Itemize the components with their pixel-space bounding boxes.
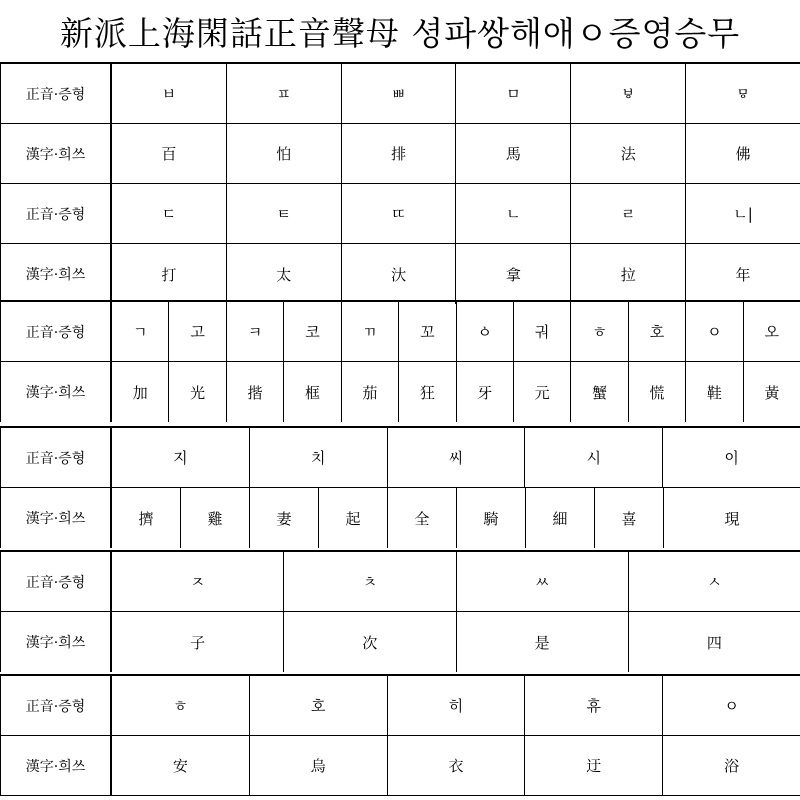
jamo-cell: 호 (628, 302, 685, 361)
hanja-row (0, 488, 800, 548)
jamo-row (0, 552, 800, 612)
jamo-cell: 지 (173, 449, 188, 467)
jamo-cell: ㄸ (341, 184, 456, 243)
hanja-cell: 茄 (341, 362, 398, 422)
jamo-cell: ㄲ (341, 302, 398, 361)
jamo-cell: ㄴ| (685, 184, 800, 243)
jamo-cell: 고 (168, 302, 225, 361)
jamo-cell: 시 (524, 428, 662, 487)
jamo-cell: ㄱ (132, 323, 148, 341)
row-label: 正音·증형 (0, 552, 112, 611)
hanja-cell: 浴 (662, 736, 800, 795)
hanja-row (0, 124, 800, 184)
hanja-cell: 揩 (226, 362, 283, 422)
hanja-cell: 喜 (594, 488, 663, 548)
hanja-cell: 擠 (138, 509, 154, 528)
jamo-cell: ㄷ (161, 205, 177, 223)
hanja-cell: 排 (341, 124, 456, 183)
hanja-cell: 馬 (455, 124, 570, 183)
jamo-cell: 꼬 (398, 302, 455, 361)
jamo-cell: ㅁ (455, 64, 570, 123)
hanja-cell: 佛 (685, 124, 800, 183)
hanja-cell: 怕 (226, 124, 341, 183)
jamo-cell: ㅈ (190, 573, 205, 591)
row-label: 正音·증형 (0, 302, 112, 361)
row-label: 正音·증형 (0, 64, 112, 123)
hanja-cell: 雞 (180, 488, 249, 548)
hanja-cell: 牙 (456, 362, 513, 422)
jamo-cell: ㆁ (456, 302, 513, 361)
jamo-row (0, 428, 800, 488)
row-label: 正音·증형 (0, 676, 112, 735)
hanja-cell: 拿 (455, 244, 570, 304)
hanja-cell: 是 (456, 612, 628, 672)
jamo-cell: ㄹ (570, 184, 685, 243)
row-label: 漢字·희쓰 (0, 124, 112, 183)
table-block (0, 62, 800, 304)
hanja-cell: 次 (283, 612, 455, 672)
jamo-cell: 휴 (524, 676, 662, 735)
row-label: 漢字·희쓰 (0, 736, 112, 795)
jamo-cell: 히 (387, 676, 525, 735)
hanja-row (0, 244, 800, 304)
jamo-cell: ㅱ (685, 64, 800, 123)
hanja-cell: 蟹 (570, 362, 627, 422)
jamo-cell: ㅅ (628, 552, 800, 611)
jamo-cell: ㅇ (685, 302, 742, 361)
jamo-cell: ㄴ (455, 184, 570, 243)
hanja-cell: 子 (190, 633, 206, 652)
jamo-cell: 치 (249, 428, 387, 487)
hanja-cell: 元 (513, 362, 570, 422)
jamo-cell: 이 (662, 428, 800, 487)
hanja-cell: 起 (318, 488, 387, 548)
jamo-row (0, 184, 800, 244)
hanja-cell: 現 (663, 488, 800, 548)
hanja-cell: 太 (226, 244, 341, 304)
jamo-cell: 호 (249, 676, 387, 735)
jamo-cell: ㅍ (226, 64, 341, 123)
hanja-cell: 法 (570, 124, 685, 183)
hanja-row (0, 736, 800, 796)
row-label: 漢字·희쓰 (0, 488, 112, 548)
row-label: 漢字·희쓰 (0, 244, 112, 304)
table-block (0, 300, 800, 422)
hanja-cell: 安 (172, 757, 188, 775)
hanja-cell: 打 (161, 265, 177, 284)
jamo-row (0, 64, 800, 124)
jamo-cell: ㅇ (662, 676, 800, 735)
hanja-cell: 迂 (524, 736, 662, 795)
jamo-cell: ㅎ (570, 302, 627, 361)
hanja-cell: 妻 (249, 488, 318, 548)
hanja-cell: 烏 (249, 736, 387, 795)
hanja-cell: 全 (387, 488, 456, 548)
row-label: 正音·증형 (0, 184, 112, 243)
table-block (0, 674, 800, 796)
row-label: 漢字·희쓰 (0, 612, 112, 672)
jamo-cell: ㅃ (341, 64, 456, 123)
table-block (0, 426, 800, 548)
hanja-row (0, 362, 800, 422)
hanja-cell: 鞋 (685, 362, 742, 422)
hanja-cell: 百 (161, 145, 177, 163)
hanja-cell: 慌 (628, 362, 685, 422)
jamo-cell: ㅆ (456, 552, 628, 611)
jamo-row (0, 302, 800, 362)
jamo-cell: ㅸ (570, 64, 685, 123)
row-label: 漢字·희쓰 (0, 362, 112, 422)
jamo-cell: ㅎ (173, 697, 188, 715)
hanja-cell: 四 (628, 612, 800, 672)
hanja-cell: 年 (685, 244, 800, 304)
jamo-cell: 오 (743, 302, 800, 361)
table-block (0, 550, 800, 672)
hanja-cell: 狂 (398, 362, 455, 422)
jamo-cell: ㅊ (283, 552, 455, 611)
hanja-cell: 黃 (743, 362, 800, 422)
jamo-cell: ㅂ (161, 85, 177, 103)
jamo-row (0, 676, 800, 736)
hanja-cell: 汏 (341, 244, 456, 304)
hanja-cell: 騎 (456, 488, 525, 548)
row-label: 正音·증형 (0, 428, 112, 487)
hanja-cell: 加 (132, 383, 148, 402)
hanja-row (0, 612, 800, 672)
jamo-cell: 궈 (513, 302, 570, 361)
page-title: 新派上海閑話正音聲母 셩파쌍해애ㅇ증영승무 (59, 13, 741, 53)
jamo-cell: ㅋ (226, 302, 283, 361)
jamo-cell: 씨 (387, 428, 525, 487)
hanja-cell: 拉 (570, 244, 685, 304)
hanja-cell: 細 (525, 488, 594, 548)
jamo-cell: 코 (283, 302, 340, 361)
hanja-cell: 衣 (387, 736, 525, 795)
hanja-cell: 光 (168, 362, 225, 422)
hanja-cell: 框 (283, 362, 340, 422)
jamo-cell: ㅌ (226, 184, 341, 243)
